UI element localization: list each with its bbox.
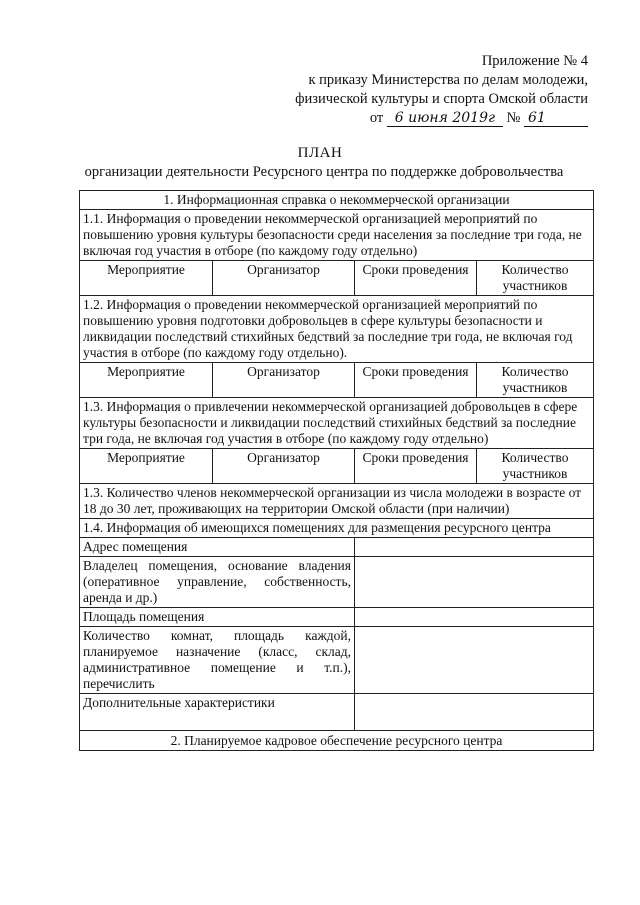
premises-area-value <box>355 608 594 627</box>
document-title: ПЛАН <box>297 145 343 161</box>
premises-extra-value <box>355 694 594 731</box>
column-header-participants: Количество участников <box>477 261 594 296</box>
premises-rooms-value <box>355 627 594 694</box>
handwritten-date: 6 июня 2019г <box>387 110 503 127</box>
order-date-line <box>295 109 588 128</box>
table-row <box>80 608 594 627</box>
info-item-1-3b: 1.3. Количество членов некоммерческой организации из числа молодежи в возрасте от 18 до 30 лет, проживающих на территории Омской области (при наличии) <box>80 484 594 519</box>
info-item-1-4: 1.4. Информация об имеющихся помещениях для размещения ресурсного центра <box>80 519 594 538</box>
premises-area-label: Площадь помещения <box>80 608 355 627</box>
table-row <box>80 538 594 557</box>
info-item-1-2: 1.2. Информация о проведении некоммерческой организацией мероприятий по повышению уровня подготовки добровольцев в сфере культуры безопасности и ликвидации последствий стихийных бедствий за последние три года, не включая год участия в отборе (по каждому году отдельно). <box>80 296 594 363</box>
table-row <box>80 210 594 261</box>
premises-rooms-label: Количество комнат, площадь каждой, планируемое назначение (класс, склад, административное помещение и т.п.), перечислить <box>80 627 355 694</box>
column-header-dates: Сроки проведения <box>355 261 477 296</box>
order-reference-line1: к приказу Министерства по делам молодежи, <box>308 72 588 88</box>
column-header-dates: Сроки проведения <box>355 363 477 398</box>
column-header-row <box>80 363 594 398</box>
column-header-event: Мероприятие <box>80 449 213 484</box>
column-header-row <box>80 261 594 296</box>
premises-address-value <box>355 538 594 557</box>
info-item-1-1: 1.1. Информация о проведении некоммерческой организацией мероприятий по повышению уровня культуры безопасности среди населения за последние три года, не включая год участия в отборе (по каждому году отдельно) <box>80 210 594 261</box>
column-header-dates: Сроки проведения <box>355 449 477 484</box>
order-reference-line2: физической культуры и спорта Омской области <box>295 91 588 107</box>
table-row <box>80 694 594 731</box>
table-row <box>80 519 594 538</box>
table-row <box>80 296 594 363</box>
section-row <box>80 731 594 751</box>
table-row <box>80 398 594 449</box>
number-prefix: № <box>506 110 521 126</box>
document-subtitle: организации деятельности Ресурсного центра по поддержке добровольчества <box>84 164 564 180</box>
column-header-organizer: Организатор <box>213 449 355 484</box>
column-header-event: Мероприятие <box>80 363 213 398</box>
column-header-participants: Количество участников <box>477 363 594 398</box>
table-row <box>80 484 594 519</box>
premises-address-label: Адрес помещения <box>80 538 355 557</box>
column-header-organizer: Организатор <box>213 261 355 296</box>
column-header-row <box>80 449 594 484</box>
from-prefix: от <box>369 110 384 126</box>
table-row <box>80 627 594 694</box>
handwritten-order-number: 61 <box>524 110 588 127</box>
column-header-event: Мероприятие <box>80 261 213 296</box>
appendix-number: Приложение № 4 <box>481 53 588 69</box>
info-item-1-3a: 1.3. Информация о привлечении некоммерческой организацией добровольцев в сфере культуры безопасности и ликвидации последствий стихийных бедствий за последние три года, не включая год участия в отборе (по каждому году отдельно) <box>80 398 594 449</box>
section-row <box>80 191 594 210</box>
table-row <box>80 557 594 608</box>
premises-owner-label: Владелец помещения, основание владения (оперативное управление, собственность, аренда и др.) <box>80 557 355 608</box>
column-header-participants: Количество участников <box>477 449 594 484</box>
premises-owner-value <box>355 557 594 608</box>
section1-heading: 1. Информационная справка о некоммерческой организации <box>80 191 594 210</box>
appendix-header <box>295 52 588 128</box>
plan-table <box>79 190 594 751</box>
column-header-organizer: Организатор <box>213 363 355 398</box>
premises-extra-label: Дополнительные характеристики <box>80 694 355 731</box>
section2-heading: 2. Планируемое кадровое обеспечение ресурсного центра <box>80 731 594 751</box>
